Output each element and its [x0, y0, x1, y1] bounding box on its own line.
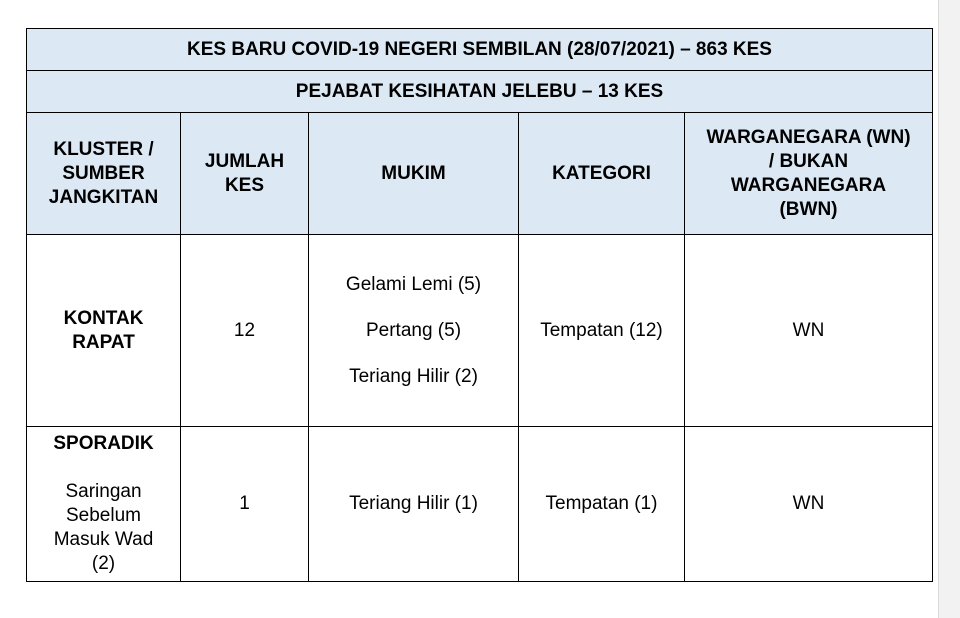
- cell-warganegara: WN: [685, 235, 933, 427]
- header-warganegara: WARGANEGARA (WN) / BUKAN WARGANEGARA (BWN): [685, 113, 933, 235]
- subtitle-row: [27, 71, 933, 113]
- page-edge: [938, 0, 960, 618]
- cell-kategori: Tempatan (1): [519, 427, 685, 582]
- cell-kluster: SPORADIK Saringan Sebelum Masuk Wad (2): [27, 427, 181, 582]
- header-mukim: MUKIM: [309, 113, 519, 235]
- cell-warganegara: WN: [685, 427, 933, 582]
- table-row: [27, 427, 933, 582]
- table-subtitle: PEJABAT KESIHATAN JELEBU – 13 KES: [27, 71, 933, 113]
- header-kluster: KLUSTER / SUMBER JANGKITAN: [27, 113, 181, 235]
- cell-kategori: Tempatan (12): [519, 235, 685, 427]
- header-row: [27, 113, 933, 235]
- cell-kluster: KONTAK RAPAT: [27, 235, 181, 427]
- header-kategori: KATEGORI: [519, 113, 685, 235]
- table-title: KES BARU COVID-19 NEGERI SEMBILAN (28/07/2021) – 863 KES: [27, 29, 933, 71]
- header-jumlah: JUMLAH KES: [181, 113, 309, 235]
- cell-jumlah: 12: [181, 235, 309, 427]
- cell-mukim: Gelami Lemi (5) Pertang (5) Teriang Hilir (2): [309, 235, 519, 427]
- cell-mukim: Teriang Hilir (1): [309, 427, 519, 582]
- table-row: [27, 235, 933, 427]
- title-row: [27, 29, 933, 71]
- cell-jumlah: 1: [181, 427, 309, 582]
- covid-case-table: [26, 28, 933, 582]
